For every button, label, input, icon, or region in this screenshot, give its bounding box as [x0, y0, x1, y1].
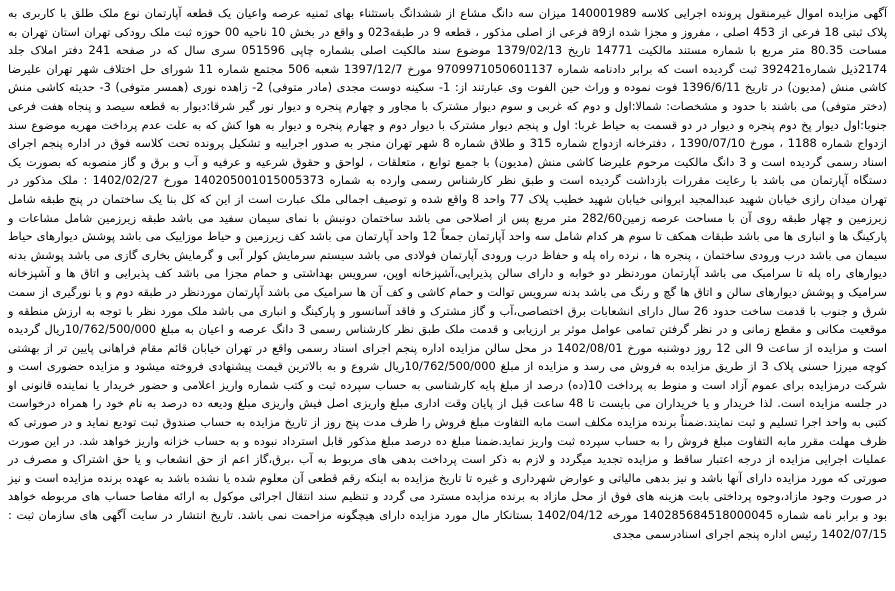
auction-notice-text: آگهی مزایده اموال غیرمنقول پرونده اجرایی کلاسه 140001989 میزان سه دانگ مشاع از ششدانگ باستثناء بهای ثمنیه عرصه واعیان یک قطعه آپارتمان نوع ملک طلق با کاربری به پلاک ثبتی 18 فرعی از 453 اصلی ، مفروز و مجزا شده ازa9 فرعی از اصلی مذکور ، قطعه 9 در طبقه023 و واقع در بخش 10 ناحیه 00 حوزه ثبت ملک رودکی تهران استان تهران به مساحت 80.35 متر مربع با شماره مستند مالکیت 14771 تاریخ 1379/02/13 موضوع سند مالکیت اصلی بشماره چاپی 051596 سری سال که در صفحه 241 دفتر املاک جلد 2174ذیل شماره392421 ثبت گردیده است که برابر دادنامه شماره 9709971050601137 مورخ 1397/12/7 شعبه 506 مجتمع شماره 11 شورای حل اختلاف شهر تهران علیرضا کاشی منش (مدیون) در تاریخ 1396/6/11 فوت نموده و وراث حین الفوت وی عبارتند از: 1- سکینه دوست مجدی (مادر متوفی) 2- زاهده نوری (همسر متوفی) 3- حدیثه کاشی منش (دختر متوفی) می باشند با حدود و مشخصات: شمالا:اول و دوم که غربی و سوم دیوار مشترک با مجاور و چهارم پنجره و دیوار نور گیر شرقا:دیوار به قطعه سیصد و پنجاه هفت فرعی جنوبا:اول دیوار پخ دوم پنجره و دیوار در دو قسمت به حیاط غربا: اول و پنجم دیوار مشترک با دیوار دوم و چهارم پنجره و دیوار به هوا کش که به علت عدم پرداخت مهریه موضوع سند ازدواج شماره 1188 ، مورخ 1390/07/10 ، دفترخانه ازدواج شماره 315 و طلاق شماره 8 شهر تهران منجر به صدور اجراییه و تشکیل پرونده تحت کلاسه فوق در اداره پنجم اجرای اسناد رسمی گردیده است و 3 دانگ مالکیت مرحوم علیرضا کاشی منش (مدیون) با جمیع توابع ، متعلقات ، لواحق و حقوق شرعیه و عرفیه و آب و برق و گاز منصوبه که بصورت یک دستگاه آپارتمان می باشد با رعایت مقررات بازداشت گردیده است و طبق نظر کارشناس رسمی وارده به شماره 140205001015005373 مورخ 1402/02/27 : ملک مذکور در تهران میدان رازی خیابان شهید عبدالمجید ابروانی خیابان شهید خطیب پلاک 77 واحد 8 واقع شده و توصیف اجمالی ملک عبارت است از این که کل بنا یک ساختمان در پنج طبقه شامل زیرزمین و چهار طبقه روی آن با مساحت عرصه زمین282/60 متر مربع پس از اصلاحی می باشد ساختمان دونبش با نمای سیمان سفید می باشد طبقه زیرزمین شامل مشاعات و پارکینگ ها و انباری ها می باشد طبقات همکف تا سوم هر کدام شامل سه واحد آپارتمان جمعاً 12 واحد آپارتمان می باشد کف زیرزمین و حیاط موزاییک می باشد پوشش دیوارهای حیاط سیمان می باشد درب ورودی ساختمان ، پنجره ها ، نرده راه پله و حفاظ درب ورودی آپارتمان فولادی می باشد سیستم سرمایش کولر آبی و گرمایش بخاری گازی می باشد پوشش بدنه دیوارهای راه پله تا سرامیک می باشد آپارتمان موردنظر دو خوابه و دارای سالن پذیرایی،آشپزخانه اوپن، سرویس بهداشتی و حمام مجزا می باشد کف پذیرایی و اتاق ها و آشپزخانه سرامیک و پوشش دیوارهای سالن و اتاق ها گچ و رنگ می باشد بدنه سرویس توالت و حمام کاشی و کف آن ها سرامیک می باشد آپارتمان موردنظر در طبقه دوم و با نورگیری از سمت شرق و جنوب با قدمت ساخت حدود 26 سال دارای انشعابات برق اختصاصی،آب و گاز مشترک و فاقد آسانسور و پارکینگ و انباری می باشد ملک مورد نظر با توجه به ارزش منطقه و موقعیت مکانی و مقطع زمانی و در نظر گرفتن تمامی عوامل موثر بر ارزیابی و قدمت ملک طبق نظر کارشناس رسمی 3 دانگ عرصه و اعیان به مبلغ 10/762/500/000ریال گردیده است و مزایده از ساعت 9 الی 12 روز دوشنبه مورخ 1402/08/01 در محل سالن مزایده اداره پنجم اجرای اسناد رسمی واقع در تهران خیابان قائم مقام فراهانی پایین تر از بهشتی کوچه میرزا حسنی پلاک 3 از طریق مزایده به فروش می رسد و مزایده از مبلغ 10/762/500/000ریال شروع و به بالاترین قیمت پیشنهادی فروخته میشود و مزایده حضوری است و شرکت درمزایده برای عموم آزاد است و منوط به پرداخت 10(ده) درصد از مبلغ پایه کارشناسی به حساب سپرده ثبت و کتب شماره واریز اعلامی و حضور خریدار یا نماینده قانونی او در جلسه مزایده است. لذا خریدار و یا خریداران می بایست تا 48 ساعت قبل از پایان وقت اداری مبلغ واریزی اصل فیش واریزی مبلغ ودیعه ده درصد به نام خود را همراه درخواست کتبی به واحد اجرا تسلیم و ثبت نمایند.ضمناً برنده مزایده مکلف است مابه التفاوت مبلغ فروش را ظرف مدت پنج روز از تاریخ مزایده به حساب صندوق ثبت تودیع نماید و در صورتی که ظرف مهلت مقرر مابه التفاوت مبلغ فروش را به حساب سپرده ثبت واریز نماید.ضمنا مبلغ ده درصد مبلغ مذکور قابل استرداد نبوده و به حساب خزانه واریز خواهد شد. در این صورت عملیات اجرایی مزایده از درجه اعتبار ساقط و مزایده تجدید میگردد و لازم به ذکر است پرداخت بدهی های مربوط به آب ،برق،گاز اعم از حق انشعاب و یا حق اشتراک و مصرف در صورتی که مورد مزایده دارای آنها باشد و نیز بدهی مالیاتی و عوارض شهرداری و غیره تا تاریخ مزایده به اینکه رقم قطعی آن معلوم شده یا نشده باشد به عهده برنده مزایده است و نیز در صورت وجود مازاد،وجوه پرداختی بابت هزینه های فوق از محل مازاد به برنده مزایده مسترد می گردد و تنظیم سند انتقال اجرائی موکول به ارائه مفاصا حساب های مربوطه خواهد بود و برابر نامه شماره 140285684518000045 مورخه 1402/04/12 بستانکار مال مورد مزایده دارای هیچگونه مزاحمت نمی باشد. تاریخ انتشار در سایت آگهی های سازمان ثبت : 1402/07/15 رئیس اداره پنجم اجرای اسنادرسمی مجدی: [8, 6, 888, 541]
auction-notice-document: [8, 4, 887, 587]
